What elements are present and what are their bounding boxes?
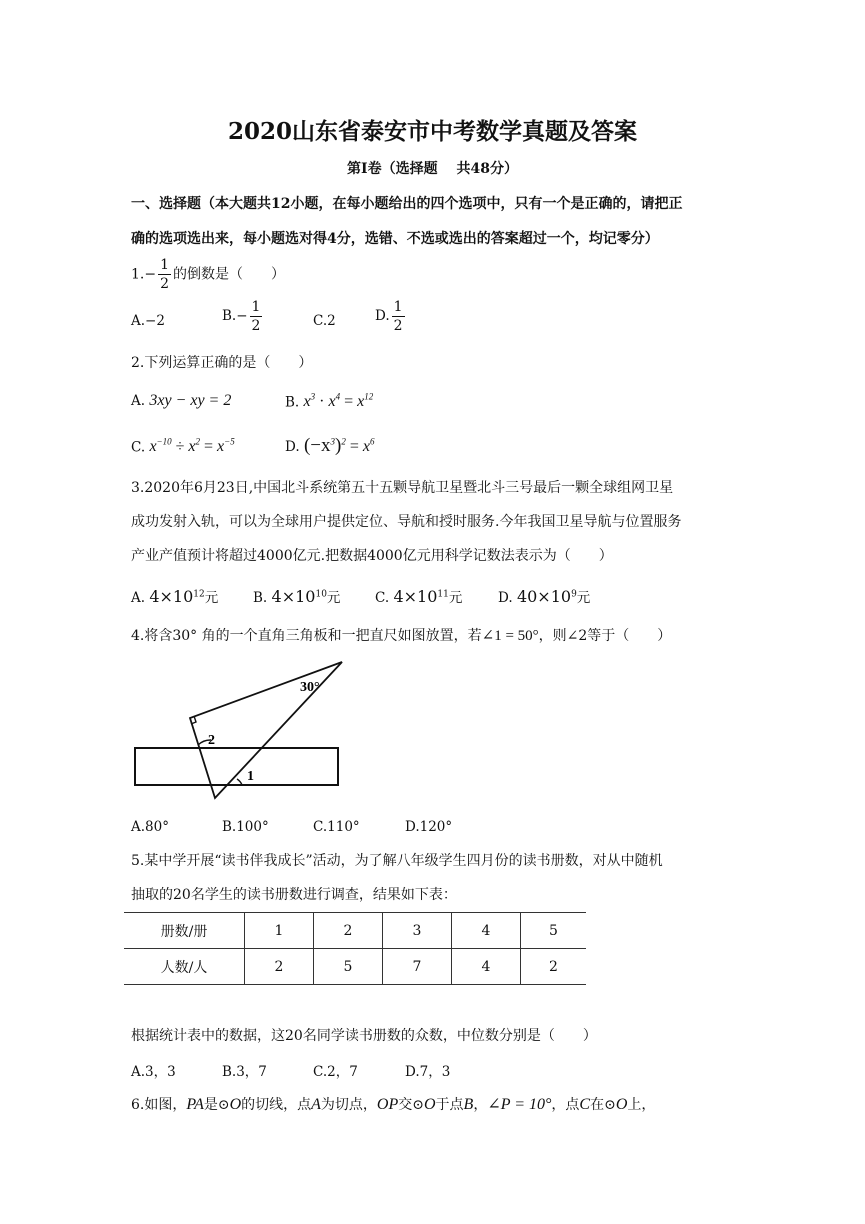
denominator: 2 — [160, 276, 170, 292]
coefficient: 4×10 — [271, 587, 316, 606]
q5-option-d: D.7，3 — [405, 1064, 451, 1080]
exponent: 9 — [571, 589, 577, 600]
math-symbol: O — [423, 1096, 436, 1113]
denominator: 2 — [393, 318, 403, 334]
math-symbol: O — [615, 1096, 628, 1113]
question-3-line1: 3.2020年6月23日,中国北斗系统第五十五颗导航卫星暨北斗三号最后一颗全球组网卫星 — [131, 480, 674, 496]
exponent: 6 — [369, 436, 375, 447]
table-cell: 2 — [245, 949, 314, 985]
table-cell: 3 — [382, 913, 451, 949]
table-cell: 人数/人 — [124, 949, 245, 985]
exponent: 12 — [193, 589, 205, 600]
q3-option-d — [498, 586, 590, 606]
q5-option-b: B.3，7 — [222, 1064, 267, 1080]
operator: = — [340, 393, 358, 411]
question-text: 的倒数是（ ） — [173, 266, 286, 283]
q3-option-c — [375, 586, 462, 606]
option-label: B. — [253, 590, 268, 606]
exponent: 3 — [330, 436, 335, 447]
exponent: 4 — [335, 392, 341, 402]
math-symbol: ∠P = 10° — [487, 1096, 552, 1113]
q5-option-a: A.3，3 — [131, 1064, 176, 1080]
table-cell: 5 — [520, 913, 586, 949]
math-symbol: B — [463, 1096, 474, 1113]
triangle-ruler-figure — [130, 655, 345, 805]
section-heading-line1: 一、选择题（本大题共12小题，在每小题给出的四个选项中，只有一个是正确的，请把正 — [131, 196, 683, 212]
unit: 元 — [204, 590, 219, 606]
text-run: 6.如图， — [131, 1097, 187, 1113]
table-cell: 7 — [382, 949, 451, 985]
bracket: ) — [334, 435, 342, 456]
text-run: 上， — [627, 1097, 656, 1113]
table-cell: 4 — [451, 949, 520, 985]
table-cell: 5 — [313, 949, 382, 985]
option-label: A. — [131, 590, 146, 606]
table-cell: 册数/册 — [124, 913, 245, 949]
minus-sign: − — [236, 308, 248, 324]
base: x — [188, 438, 196, 456]
option-label: D. — [498, 590, 513, 606]
exponent: 3 — [310, 392, 316, 402]
base: x — [217, 438, 225, 456]
exponent: 2 — [195, 437, 201, 447]
operator: ÷ — [171, 438, 189, 456]
unit: 元 — [448, 590, 463, 606]
table-cell: 4 — [451, 913, 520, 949]
base: x — [303, 393, 311, 411]
math-expression — [303, 435, 375, 456]
text-run: 为切点， — [320, 1097, 377, 1113]
q1-option-a: A.−2 — [131, 313, 165, 329]
text-run: ，点 — [551, 1097, 580, 1113]
section-subtitle: 第Ⅰ卷（选择题 共48分） — [347, 161, 518, 177]
exponent: 11 — [437, 589, 449, 600]
text-run: 的切线，点 — [241, 1097, 312, 1113]
q2-option-b — [285, 392, 373, 411]
option-label: A. — [131, 393, 146, 409]
math-expression: ∠1 = 50° — [481, 628, 539, 644]
q4-option-a: A.80° — [131, 819, 169, 835]
q2-option-a — [131, 392, 231, 410]
exponent: 12 — [364, 392, 374, 402]
minus-sign: − — [144, 266, 157, 283]
numerator: 1 — [251, 299, 261, 315]
numerator: 1 — [160, 257, 170, 273]
text-run: 交⊙ — [398, 1097, 424, 1113]
question-2: 2.下列运算正确的是（ ） — [131, 355, 313, 371]
question-4 — [131, 625, 671, 645]
question-3-line2: 成功发射入轨，可以为全球用户提供定位、导航和授时服务.今年我国卫星导航与位置服务 — [131, 514, 682, 530]
numerator: 1 — [393, 299, 403, 315]
text-run: 在⊙ — [590, 1097, 616, 1113]
question-6 — [131, 1094, 655, 1114]
section-heading-line2: 确的选项选出来，每小题选对得4分，选错、不选或选出的答案超过一个，均记零分） — [131, 231, 659, 247]
option-label: C. — [131, 439, 146, 456]
math-symbol: OP — [376, 1096, 399, 1113]
operator: = — [345, 438, 363, 455]
table-row — [124, 949, 586, 985]
option-label: B. — [285, 394, 300, 411]
question-text: 4.将含30° 角的一个直角三角板和一把直尺如图放置，若 — [131, 628, 482, 644]
option-label: D. — [375, 308, 390, 324]
operator: · — [315, 393, 329, 411]
question-5-line1: 5.某中学开展“读书伴我成长”活动，为了解八年级学生四月份的读书册数，对从中随机 — [131, 853, 663, 869]
fraction — [158, 258, 171, 291]
q2-option-c — [131, 437, 235, 456]
text-run: 于点 — [435, 1097, 464, 1113]
angle-2-label: 2 — [208, 733, 215, 748]
coefficient: 40×10 — [516, 587, 572, 606]
coefficient: 4×10 — [393, 587, 438, 606]
question-1 — [131, 258, 285, 291]
bracket-expression: (−x — [303, 435, 331, 456]
q4-option-b: B.100° — [222, 819, 269, 835]
q2-option-d — [285, 435, 374, 457]
fraction — [250, 300, 263, 333]
math-expression — [304, 393, 374, 410]
q1-option-d — [375, 300, 407, 333]
base: x — [357, 393, 365, 411]
question-text: ，则∠2等于（ ） — [538, 628, 672, 644]
q4-option-d: D.120° — [405, 819, 453, 835]
fraction — [392, 300, 405, 333]
exponent: −10 — [156, 437, 172, 447]
table-cell: 1 — [245, 913, 314, 949]
exponent: 2 — [341, 436, 346, 447]
table-cell: 2 — [313, 913, 382, 949]
q1-option-c: C.2 — [313, 313, 336, 329]
page-title: 2020山东省泰安市中考数学真题及答案 — [227, 118, 637, 145]
unit: 元 — [576, 590, 591, 606]
question-number: 1. — [131, 266, 145, 283]
base: x — [149, 438, 157, 456]
coefficient: 4×10 — [149, 587, 194, 606]
q1-option-b — [222, 300, 264, 333]
table-cell: 2 — [520, 949, 586, 985]
exponent: 10 — [315, 589, 327, 600]
math-symbol: PA — [186, 1096, 204, 1113]
base: x — [328, 393, 336, 411]
option-label: C. — [375, 590, 390, 606]
text-run: 是⊙ — [203, 1097, 230, 1113]
option-label: B. — [222, 308, 237, 324]
angle-1-label: 1 — [247, 769, 254, 784]
option-label: D. — [285, 439, 300, 455]
unit: 元 — [326, 590, 341, 606]
question-5-line2: 抽取的20名学生的读书册数进行调查，结果如下表： — [131, 887, 457, 903]
exponent: −5 — [224, 437, 235, 447]
math-expression: 3xy − xy = 2 — [149, 392, 232, 409]
math-expression — [149, 438, 234, 455]
q3-option-b — [253, 586, 340, 606]
ruler-shape — [135, 748, 338, 785]
base: x — [362, 438, 370, 455]
reading-stats-table — [124, 912, 586, 985]
table-row — [124, 913, 586, 949]
q3-option-a — [131, 586, 218, 606]
operator: = — [200, 438, 218, 456]
angle-30-label: 30° — [300, 680, 320, 695]
denominator: 2 — [251, 318, 261, 334]
q4-option-c: C.110° — [313, 819, 360, 835]
math-symbol: C — [579, 1096, 591, 1113]
math-symbol: A — [311, 1096, 321, 1113]
question-5-prompt: 根据统计表中的数据，这20名同学读书册数的众数，中位数分别是（ ） — [131, 1028, 597, 1044]
text-run: ， — [473, 1097, 488, 1113]
q5-option-c: C.2，7 — [313, 1064, 358, 1080]
question-3-line3: 产业产值预计将超过4000亿元.把数据4000亿元用科学记数法表示为（ ） — [131, 548, 613, 564]
math-symbol: O — [229, 1096, 242, 1113]
